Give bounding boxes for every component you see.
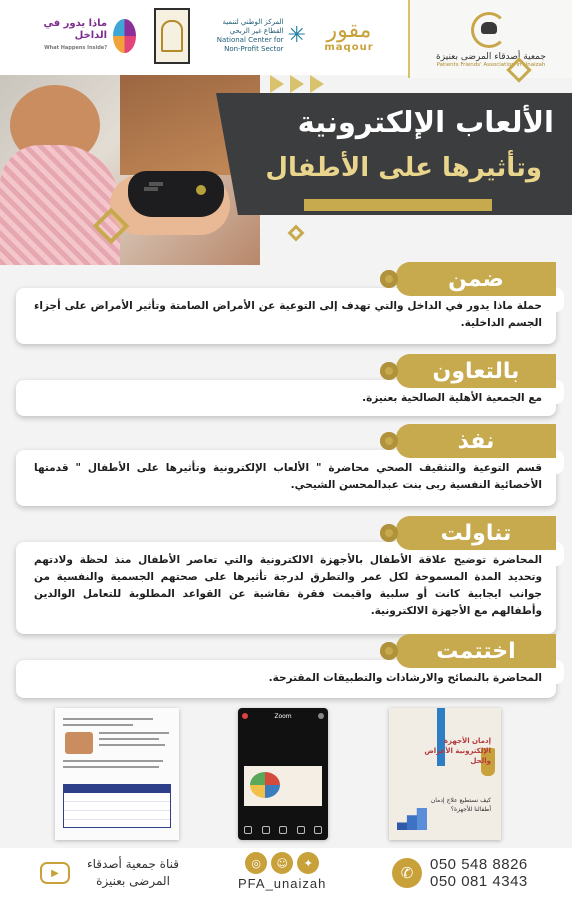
partner-logos-bar — [0, 0, 572, 75]
maqour-logo — [318, 8, 380, 64]
document-photo — [55, 708, 179, 840]
madha-yadur-logo — [40, 8, 136, 64]
section-text: قسم التوعية والتثقيف الصحي محاضرة " الألعاب الإلكترونية وتأثيرها على الأطفال " قدمتها الأخصائية النفسية ربى بنت عبدالمحسن الشيحي. — [34, 462, 542, 491]
phone-number-2[interactable]: 050 081 4343 — [430, 873, 528, 890]
zoom-meeting-photo — [238, 708, 328, 840]
pfa-logo — [408, 0, 572, 78]
section-tab — [396, 354, 556, 388]
section-heading: تناولت — [440, 520, 512, 546]
madha-logo-en: What Happens Inside? — [44, 45, 108, 51]
handshake-emblem-icon — [469, 10, 513, 50]
section-heading: اختتمت — [436, 638, 516, 664]
section-box — [16, 288, 556, 344]
maqour-logo-mark: مقور — [326, 17, 372, 43]
arch-emblem-icon — [161, 20, 183, 52]
page-subtitle: وتأثيرها على الأطفال — [265, 153, 542, 183]
twitter-icon[interactable]: ✦ — [297, 852, 319, 874]
section-heading: ضمن — [448, 266, 504, 292]
ncnp-logo-en: National Center for Non-Profit Sector — [216, 36, 284, 53]
section-text: المحاضرة توضيح علاقة الأطفال بالأجهزة الالكترونية والتي تعاصر الأطفال منذ لحظة ولادتهم وتحديد المدة المسموحة لكل عمر والتطرق لدرجة تأثيرها على صحتهم الجسمية والنفسية من جوانب ايجابية كانت أو سلبية واقيمت فقرة نقاشية عن القواعد المطلوبة للتعامل الوالدين وأطفالهم مع الأجهزة الالكترونية. — [34, 554, 542, 617]
pfa-logo-ar: جمعية أصدقاء المرضى بعنيزة — [436, 52, 546, 62]
youtube-channel[interactable] — [40, 856, 188, 890]
title-underline-bar — [304, 199, 492, 211]
section-box — [16, 542, 556, 634]
hero-banner — [0, 75, 572, 265]
stairs-icon — [397, 808, 427, 830]
channel-name[interactable]: قناة جمعية أصدقاء المرضى بعنيزة — [87, 857, 179, 888]
phone-icon: ✆ — [392, 858, 422, 888]
signal-icon — [318, 713, 324, 719]
section-heading: بالتعاون — [432, 358, 520, 384]
record-icon — [242, 713, 248, 719]
phone-number-1[interactable]: 050 548 8826 — [430, 856, 528, 873]
youtube-icon[interactable]: ▶ — [40, 862, 70, 884]
madha-logo-ar: ماذا يدور في الداخل — [43, 18, 108, 41]
ncnp-logo-ar: المركز الوطني لتنمية القطاع غير الربحي — [222, 18, 284, 35]
phone-contacts[interactable] — [392, 856, 528, 890]
lecture-slide-photo — [389, 708, 501, 840]
instagram-icon[interactable]: ◎ — [245, 852, 267, 874]
page-title: الألعاب الإلكترونية — [297, 105, 554, 139]
section-concluded — [16, 634, 556, 700]
quran-emblem-logo — [154, 8, 190, 64]
pfa-logo-en: Patients Friends' Association in Unaizah — [436, 62, 546, 68]
section-heading: نفذ — [457, 428, 495, 454]
snapchat-icon[interactable]: ☺ — [271, 852, 293, 874]
meeting-controls — [244, 826, 322, 834]
shared-screen — [244, 766, 322, 806]
section-executed — [16, 424, 556, 508]
section-text: حملة ماذا يدور في الداخل والتي تهدف إلى التوعية عن الأمراض الصامتة وتأثير الأمراض على أجزاء الجسم الداخلية. — [34, 300, 542, 329]
slide-title: إدمان الأجهزة الإلكترونية الأعراض والحل — [424, 737, 491, 765]
maqour-logo-name: maqour — [324, 41, 374, 53]
slide-subtitle: كيف نستطيع علاج إدمان أطفالنا للأجهزة؟ — [430, 797, 491, 813]
diamond-decor-small — [288, 225, 305, 242]
social-handle[interactable]: PFA_unaizah — [238, 876, 327, 891]
section-tab — [396, 424, 556, 458]
section-text: مع الجمعية الأهلية الصالحية بعنيزة. — [362, 392, 542, 404]
event-photos — [0, 708, 572, 848]
section-tab — [396, 634, 556, 668]
chevron-arrows-decor — [270, 75, 390, 93]
contact-footer — [0, 848, 572, 900]
social-accounts[interactable] — [238, 852, 326, 891]
section-within — [16, 262, 556, 346]
gamepad-icon — [128, 171, 224, 217]
colorful-head-icon — [113, 19, 136, 53]
ncnp-star-icon: ✳ — [287, 23, 306, 48]
section-covered — [16, 516, 556, 628]
ncnp-logo — [206, 8, 306, 64]
section-tab — [396, 262, 556, 296]
title-panel — [238, 93, 572, 215]
section-text: المحاضرة بالنصائح والارشادات والتطبيقات المقترحة. — [268, 672, 542, 684]
zoom-label: Zoom — [274, 712, 292, 720]
section-box — [16, 450, 556, 506]
section-tab — [396, 516, 556, 550]
section-collaboration — [16, 354, 556, 416]
